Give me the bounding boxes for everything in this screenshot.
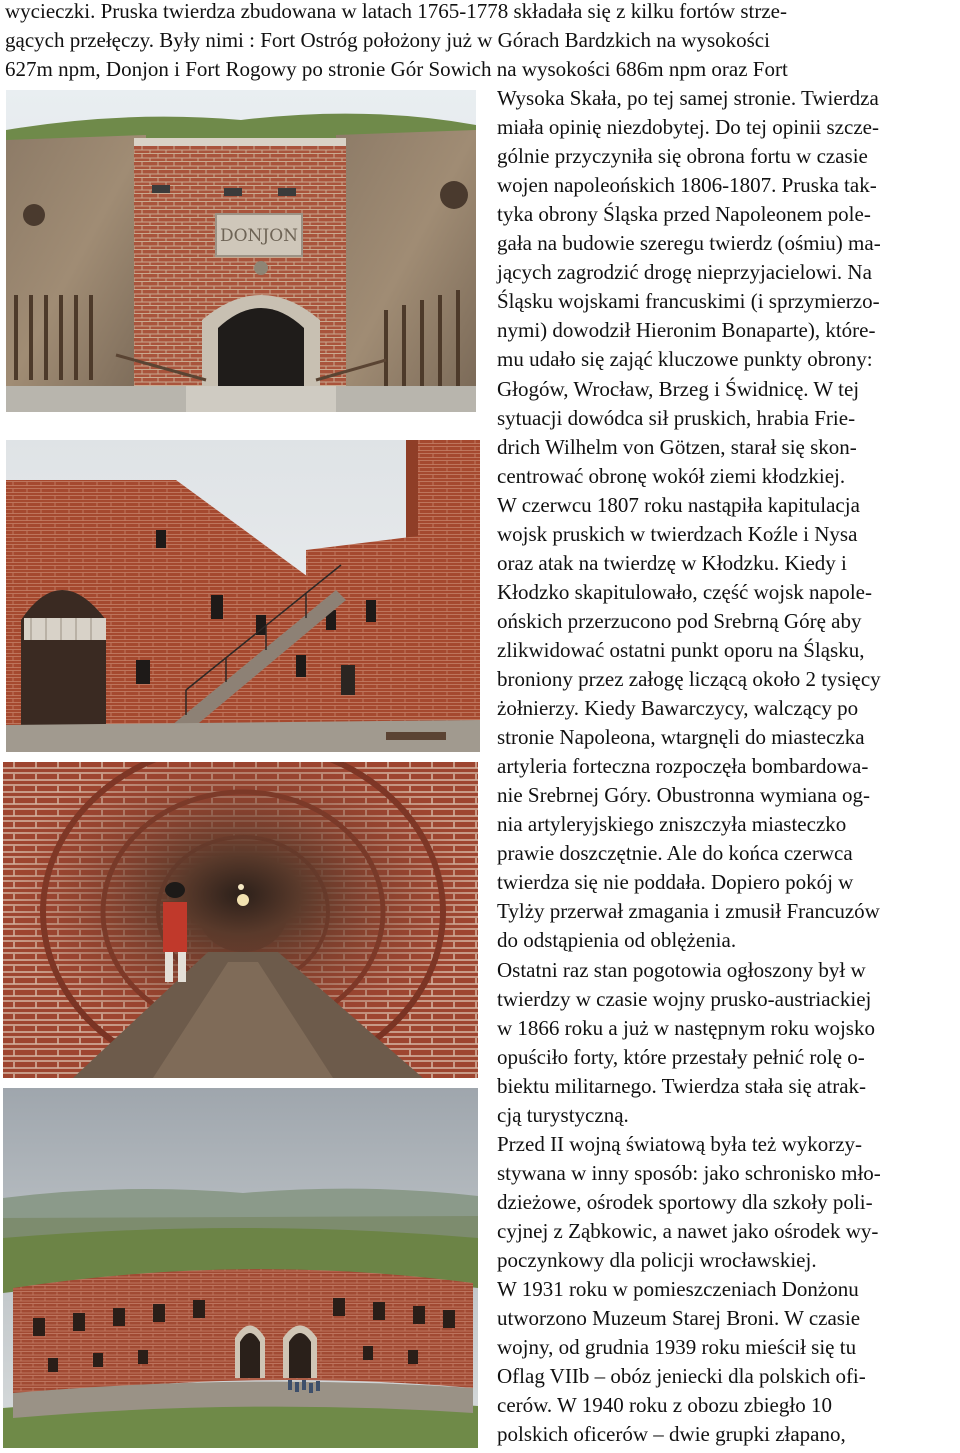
- text-line: cerów. W 1940 roku z obozu zbiegło 10: [497, 1393, 832, 1418]
- text-line: Oflag VIIb – obóz jeniecki dla polskich ofi-: [497, 1364, 866, 1389]
- text-line: ońskich przerzucono pod Srebrną Górę aby: [497, 608, 862, 633]
- text-line: twierdza się nie poddała. Dopiero pokój w: [497, 870, 854, 895]
- text-line: 627m npm, Donjon i Fort Rogowy po stronie Gór Sowich na wysokości 686m npm oraz Fort: [5, 57, 788, 81]
- text-line: do odstąpienia od oblężenia.: [497, 928, 737, 953]
- text-line: stronie Napoleona, wtargnęli do miasteczka: [497, 725, 865, 750]
- text-line: prawie doszczętnie. Ale do końca czerwca: [497, 841, 853, 866]
- text-line: dzieżowe, ośrodek sportowy dla szkoły poli-: [497, 1189, 873, 1214]
- text-line: poczynkowy dla policji wrocławskiej.: [497, 1248, 817, 1272]
- text-line: nie Srebrnej Góry. Obustronna wymiana og-: [497, 783, 871, 808]
- text-line: wojen napoleońskich 1806-1807. Pruska tak-: [497, 173, 877, 198]
- text-line: gących przełęczy. Były nimi : Fort Ostróg położony już w Górach Bardzkich na wysokości: [5, 28, 770, 52]
- text-line: W 1931 roku w pomieszczeniach Donżonu: [497, 1277, 859, 1302]
- text-line: cyjnej z Ząbkowic, a nawet jako ośrodek wy-: [497, 1218, 879, 1243]
- text-line: biektu militarnego. Twierdza stała się atrak-: [497, 1073, 867, 1098]
- text-line: Przed II wojną światową była też wykorzy-: [497, 1131, 863, 1156]
- text-line: centrować obronę wokół ziemi kłodzkiej.: [497, 463, 846, 488]
- text-line: Kłodzko skapitulowało, część wojsk napole-: [497, 579, 872, 604]
- text-line: gólnie przyczyniła się obrona fortu w czasie: [497, 144, 868, 169]
- text-line: oraz atak na twierdzę w Kłodzku. Kiedy i: [497, 550, 847, 575]
- photo-fort-courtyard: [6, 440, 480, 752]
- text-line: Tylży przerwał zmagania i zmusił Francuzów: [497, 899, 880, 924]
- text-line: Wysoka Skała, po tej samej stronie. Twierdza: [497, 86, 879, 110]
- text-line: miała opinię niezdobytej. Do tej opinii szcze-: [497, 115, 879, 140]
- text-line: opuściło forty, które przestały pełnić rolę o-: [497, 1044, 865, 1069]
- text-line: wycieczki. Pruska twierdza zbudowana w latach 1765-1778 składała się z kilku fortów strze-: [5, 0, 787, 23]
- text-line: nymi) dowodził Hieronim Bonaparte), które-: [497, 318, 876, 343]
- text-line: utworzono Muzeum Starej Broni. W czasie: [497, 1306, 861, 1331]
- text-line: w 1866 roku a już w następnym roku wojsko: [497, 1015, 875, 1040]
- text-line: twierdzy w czasie wojny prusko-austriackiej: [497, 986, 872, 1011]
- text-line: sytuacji dowódca sił pruskich, hrabia Frie-: [497, 405, 856, 430]
- text-line: stywana w inny sposób: jako schronisko mło-: [497, 1160, 881, 1185]
- text-line: broniony przez załogę liczącą około 2 tysięcy: [497, 667, 881, 691]
- text-line: tyka obrony Śląska przed Napoleonem pole-: [497, 202, 871, 227]
- text-line: Śląsku wojskami francuskimi (i sprzymierzo-: [497, 289, 880, 314]
- photo-donjon-gate: [6, 90, 476, 412]
- text-line: żołnierzy. Kiedy Bawarczycy, walczący po: [497, 696, 859, 721]
- text-line: zlikwidować ostatni punkt oporu na Śląsku,: [497, 637, 865, 662]
- text-line: W czerwcu 1807 roku nastąpiła kapitulacja: [497, 492, 860, 517]
- text-line: nia artyleryjskiego zniszczyła miasteczko: [497, 812, 847, 837]
- text-line: Ostatni raz stan pogotowia ogłoszony był w: [497, 957, 866, 982]
- photo-tunnel: [3, 762, 478, 1078]
- text-line: Głogów, Wrocław, Brzeg i Świdnicę. W tej: [497, 376, 860, 401]
- text-line: mu udało się zająć kluczowe punkty obrony:: [497, 347, 873, 372]
- text-line: drich Wilhelm von Götzen, starał się skon-: [497, 434, 857, 459]
- text-line: jących zagrodzić drogę nieprzyjacielowi. Na: [497, 260, 872, 285]
- donjon-sign: DONJON: [219, 226, 299, 246]
- text-line: wojny, od grudnia 1939 roku mieścił się tu: [497, 1335, 857, 1360]
- photo-fortress-aerial: [3, 1088, 478, 1448]
- text-line: artyleria forteczna rozpoczęła bombardowa-: [497, 754, 869, 779]
- text-line: gała na budowie szeregu twierdz (ośmiu) ma-: [497, 231, 881, 256]
- text-line: polskich oficerów – dwie grupki złapano,: [497, 1422, 846, 1447]
- text-line: cją turystyczną.: [497, 1102, 629, 1127]
- text-line: wojsk pruskich w twierdzach Koźle i Nysa: [497, 521, 858, 546]
